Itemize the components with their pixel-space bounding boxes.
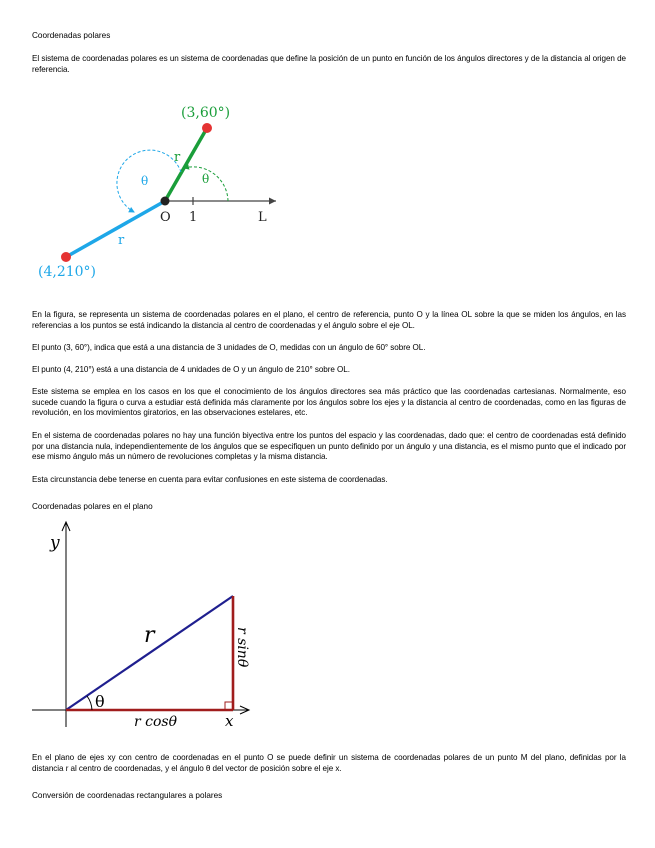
section-title-conversion: Conversión de coordenadas rectangulares a polares — [32, 791, 223, 800]
r-label: r — [144, 623, 155, 648]
section-title-polares-plano: Coordenadas polares en el plano — [32, 502, 153, 511]
y-axis-label: y — [50, 533, 60, 553]
plane-description: En el plano de ejes xy con centro de coordenadas en el punto O se puede definir un sistema de coordenadas polares de un punto M del plano, definidas por la distancia r al centro de coordenadas, y el ángulo θ del vector de posición sobre el eje x. — [32, 753, 626, 773]
point-4-210 — [61, 252, 71, 262]
angle-arc-210 — [117, 150, 181, 212]
polar-points-figure — [0, 90, 655, 290]
origin-label: O — [160, 210, 171, 225]
theta-arc — [87, 696, 92, 710]
axis-l-label: L — [258, 210, 267, 225]
radius-label-blue: r — [118, 233, 125, 248]
paragraph-4: Este sistema se emplea en los casos en los que el conocimiento de los ángulos directores sea más práctico que las coordenadas cartesianas. Normalmente, eso sucede cuando la figura o curva a estudiar está definida más claramente por los ángulos sobre los ejes y la distancia al centro de coordenadas, como en las figuras de revolución, en los movimientos giratorios, en las observaciones estelares, etc. — [32, 387, 626, 417]
radius-line-4-210 — [66, 201, 165, 257]
intro-paragraph: El sistema de coordenadas polares es un sistema de coordenadas que define la posición de un punto en función de los ángulos directores y de la distancia al origen de referencia. — [32, 54, 626, 74]
xy-plane-figure — [0, 520, 655, 735]
paragraph-1: En la figura, se representa un sistema de coordenadas polares en el plano, el centro de referencia, punto O y la línea OL sobre la que se miden los ángulos, en las referencias a los puntos se está indicando la distancia al centro de coordenadas y el ángulo sobre el eje OL. — [32, 310, 626, 330]
hypotenuse-r — [66, 596, 233, 710]
theta-label: θ — [95, 692, 105, 711]
paragraph-6: Esta circunstancia debe tenerse en cuenta para evitar confusiones en este sistema de coordenadas. — [32, 475, 388, 484]
paragraph-3: El punto (4, 210°) está a una distancia de 4 unidades de O y un ángulo de 210° sobre OL. — [32, 365, 350, 374]
angle-label-blue: θ — [141, 174, 149, 188]
unit-label: 1 — [189, 210, 198, 225]
angle-label-green: θ — [202, 172, 210, 186]
point-3-60-label: (3,60°) — [181, 105, 231, 121]
r-sin-label: r sinθ — [234, 627, 250, 668]
radius-label-green: r — [174, 150, 181, 165]
section-title-coordenadas-polares: Coordenadas polares — [32, 31, 111, 40]
r-cos-label: r cosθ — [134, 714, 178, 730]
radius-line-3-60 — [165, 128, 210, 201]
paragraph-5: En el sistema de coordenadas polares no hay una función biyectiva entre los puntos del espacio y las coordenadas, dado que: el centro de coordenadas está definido por una distancia nula, independientemente de los ángulos que se especifiquen un punto definido por un ángulo y una distancia, es el mismo punto que el indicado por ese mismo ángulo más un número de revoluciones completas y la misma distancia. — [32, 431, 626, 461]
origin-point — [161, 197, 170, 206]
point-4-210-label: (4,210°) — [38, 264, 97, 280]
paragraph-2: El punto (3, 60°), indica que está a una distancia de 3 unidades de O, medidas con un ángulo de 60° sobre OL. — [32, 343, 426, 352]
point-3-60 — [202, 123, 212, 133]
x-axis-label: x — [225, 712, 234, 730]
